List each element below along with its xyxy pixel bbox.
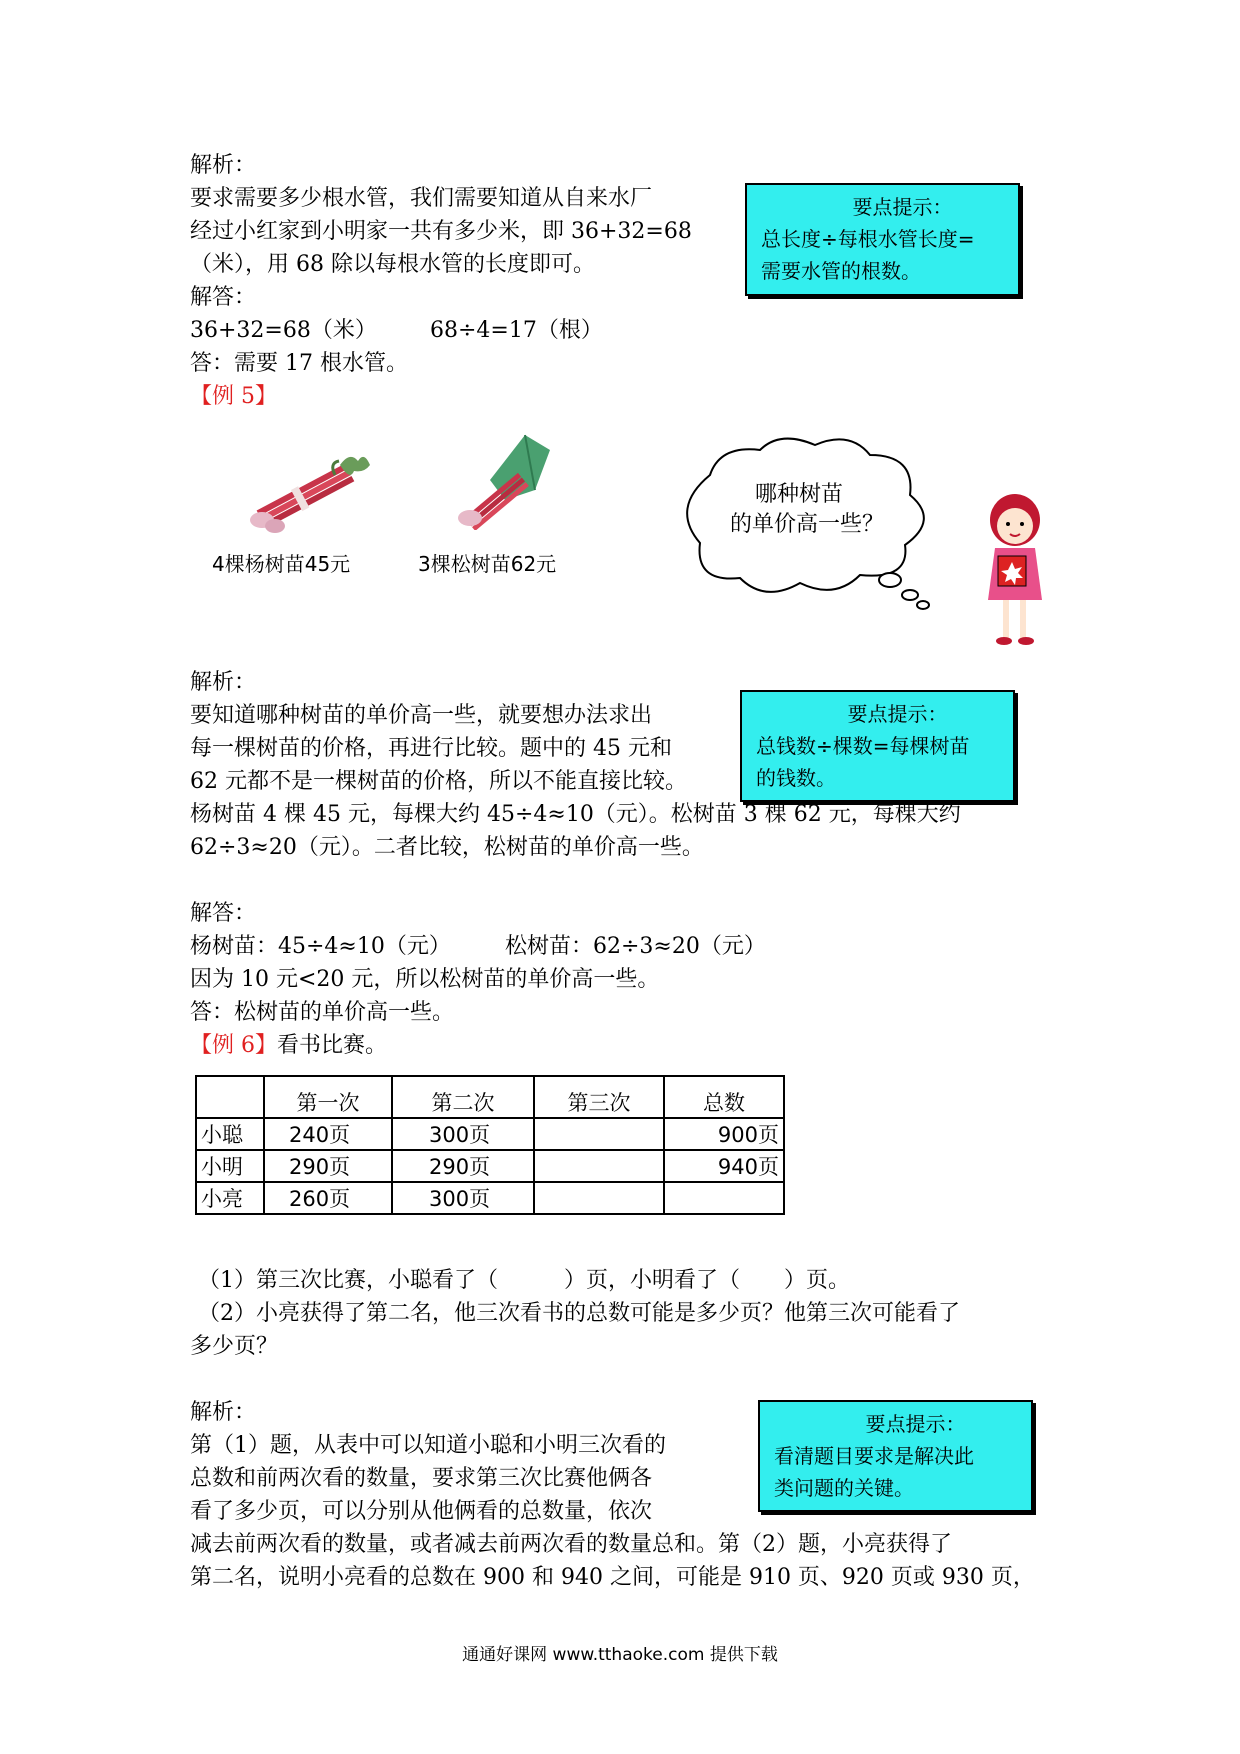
tip-title: 要点提示：: [865, 1412, 966, 1436]
calc-line: 68÷4=17（根）: [430, 318, 603, 343]
analysis-line: 第二名，说明小亮看的总数在 900 和 940 之间，可能是 910 页、920 页或 930 页，: [190, 1565, 1035, 1590]
girl-illustration: [970, 490, 1060, 650]
table-cell: [664, 1182, 784, 1214]
answer-line: 答：松树苗的单价高一些。: [190, 1000, 455, 1025]
tip-box-1: [745, 183, 1020, 296]
tip-line: 看清题目要求是解决此: [774, 1444, 974, 1468]
tip-box-3: [758, 1400, 1033, 1512]
table-cell: 900页: [664, 1118, 784, 1150]
analysis-label-2: 解析：: [190, 670, 257, 695]
table-cell: 290页: [392, 1150, 534, 1182]
bubble-text: 的单价高一些？: [730, 512, 885, 537]
analysis-label-1: 解析：: [190, 153, 257, 178]
question-2: （2）小亮获得了第二名，他三次看书的总数可能是多少页？他第三次可能看了: [198, 1301, 960, 1326]
tip-line: 总长度÷每根水管长度=: [761, 227, 975, 251]
table-cell: 300页: [392, 1182, 534, 1214]
table-cell: 小聪: [196, 1118, 264, 1150]
analysis-line: 62 元都不是一棵树苗的价格，所以不能直接比较。: [190, 769, 687, 794]
tip-line: 需要水管的根数。: [761, 259, 921, 283]
analysis-line: （米），用 68 除以每根水管的长度即可。: [190, 252, 595, 277]
table-header-cell: [196, 1076, 264, 1118]
table-cell: 300页: [392, 1118, 534, 1150]
table-row: [196, 1118, 784, 1150]
table-cell: 940页: [664, 1150, 784, 1182]
analysis-line: 减去前两次看的数量，或者减去前两次看的数量总和。第（2）题，小亮获得了: [190, 1532, 952, 1557]
tip-title: 要点提示：: [847, 702, 948, 726]
table-cell: [534, 1118, 664, 1150]
table-cell: 小明: [196, 1150, 264, 1182]
analysis-line: 62÷3≈20（元）。二者比较，松树苗的单价高一些。: [190, 835, 704, 860]
poplar-caption: 4棵杨树苗45元: [212, 552, 351, 576]
table-cell: 小亮: [196, 1182, 264, 1214]
table-header-cell: 第三次: [534, 1076, 664, 1118]
poplar-sapling-image: [240, 440, 370, 540]
calc-line: 36+32=68（米）: [190, 318, 377, 343]
tip-line: 的钱数。: [756, 766, 836, 790]
because-line: 因为 10 元<20 元，所以松树苗的单价高一些。: [190, 967, 660, 992]
analysis-line: 杨树苗 4 棵 45 元，每棵大约 45÷4≈10（元）。松树苗 3 棵 62 元，每棵大约: [190, 802, 961, 827]
analysis-line: 要求需要多少根水管，我们需要知道从自来水厂: [190, 186, 653, 211]
analysis-line: 第（1）题，从表中可以知道小聪和小明三次看的: [190, 1433, 666, 1458]
table-cell: 240页: [264, 1118, 392, 1150]
analysis-line: 经过小红家到小明家一共有多少米，即 36+32=68: [190, 219, 692, 244]
tip-box-2: [740, 690, 1015, 802]
tip-title: 要点提示：: [852, 195, 953, 219]
example-6-heading: [190, 1030, 387, 1062]
table-header-cell: 第一次: [264, 1076, 392, 1118]
table-row: [196, 1182, 784, 1214]
analysis-label-3: 解析：: [190, 1400, 257, 1425]
answer-label-1: 解答：: [190, 285, 257, 310]
calc-line: 松树苗：62÷3≈20（元）: [505, 934, 766, 959]
table-cell: [534, 1182, 664, 1214]
page-footer: 通通好课网 www.tthaoke.com 提供下载: [462, 1645, 778, 1665]
table-cell: 290页: [264, 1150, 392, 1182]
calc-line: 杨树苗：45÷4≈10（元）: [190, 934, 451, 959]
question-1: （1）第三次比赛，小聪看了（ ）页，小明看了（ ）页。: [198, 1268, 850, 1293]
analysis-line: 要知道哪种树苗的单价高一些，就要想办法求出: [190, 703, 653, 728]
example-6-title: 看书比赛。: [277, 1033, 388, 1058]
table-cell: 260页: [264, 1182, 392, 1214]
reading-contest-table: [195, 1075, 785, 1215]
pine-caption: 3棵松树苗62元: [418, 552, 557, 576]
table-header-cell: 第二次: [392, 1076, 534, 1118]
tip-line: 类问题的关键。: [774, 1476, 914, 1500]
example-5-label: 【例 5】: [190, 384, 277, 409]
question-2-cont: 多少页？: [190, 1334, 279, 1359]
table-header-cell: 总数: [664, 1076, 784, 1118]
answer-label-2: 解答：: [190, 901, 257, 926]
answer-line: 答：需要 17 根水管。: [190, 351, 408, 376]
pine-sapling-image: [450, 430, 560, 530]
analysis-line: 总数和前两次看的数量，要求第三次比赛他俩各: [190, 1466, 653, 1491]
tip-line: 总钱数÷棵数=每棵树苗: [756, 734, 970, 758]
analysis-line: 看了多少页，可以分别从他俩看的总数量，依次: [190, 1499, 653, 1524]
table-cell: [534, 1150, 664, 1182]
analysis-line: 每一棵树苗的价格，再进行比较。题中的 45 元和: [190, 736, 672, 761]
example-6-label: 【例 6】: [190, 1033, 277, 1058]
bubble-text: 哪种树苗: [755, 482, 844, 507]
table-row: [196, 1150, 784, 1182]
table-header-row: [196, 1076, 784, 1118]
